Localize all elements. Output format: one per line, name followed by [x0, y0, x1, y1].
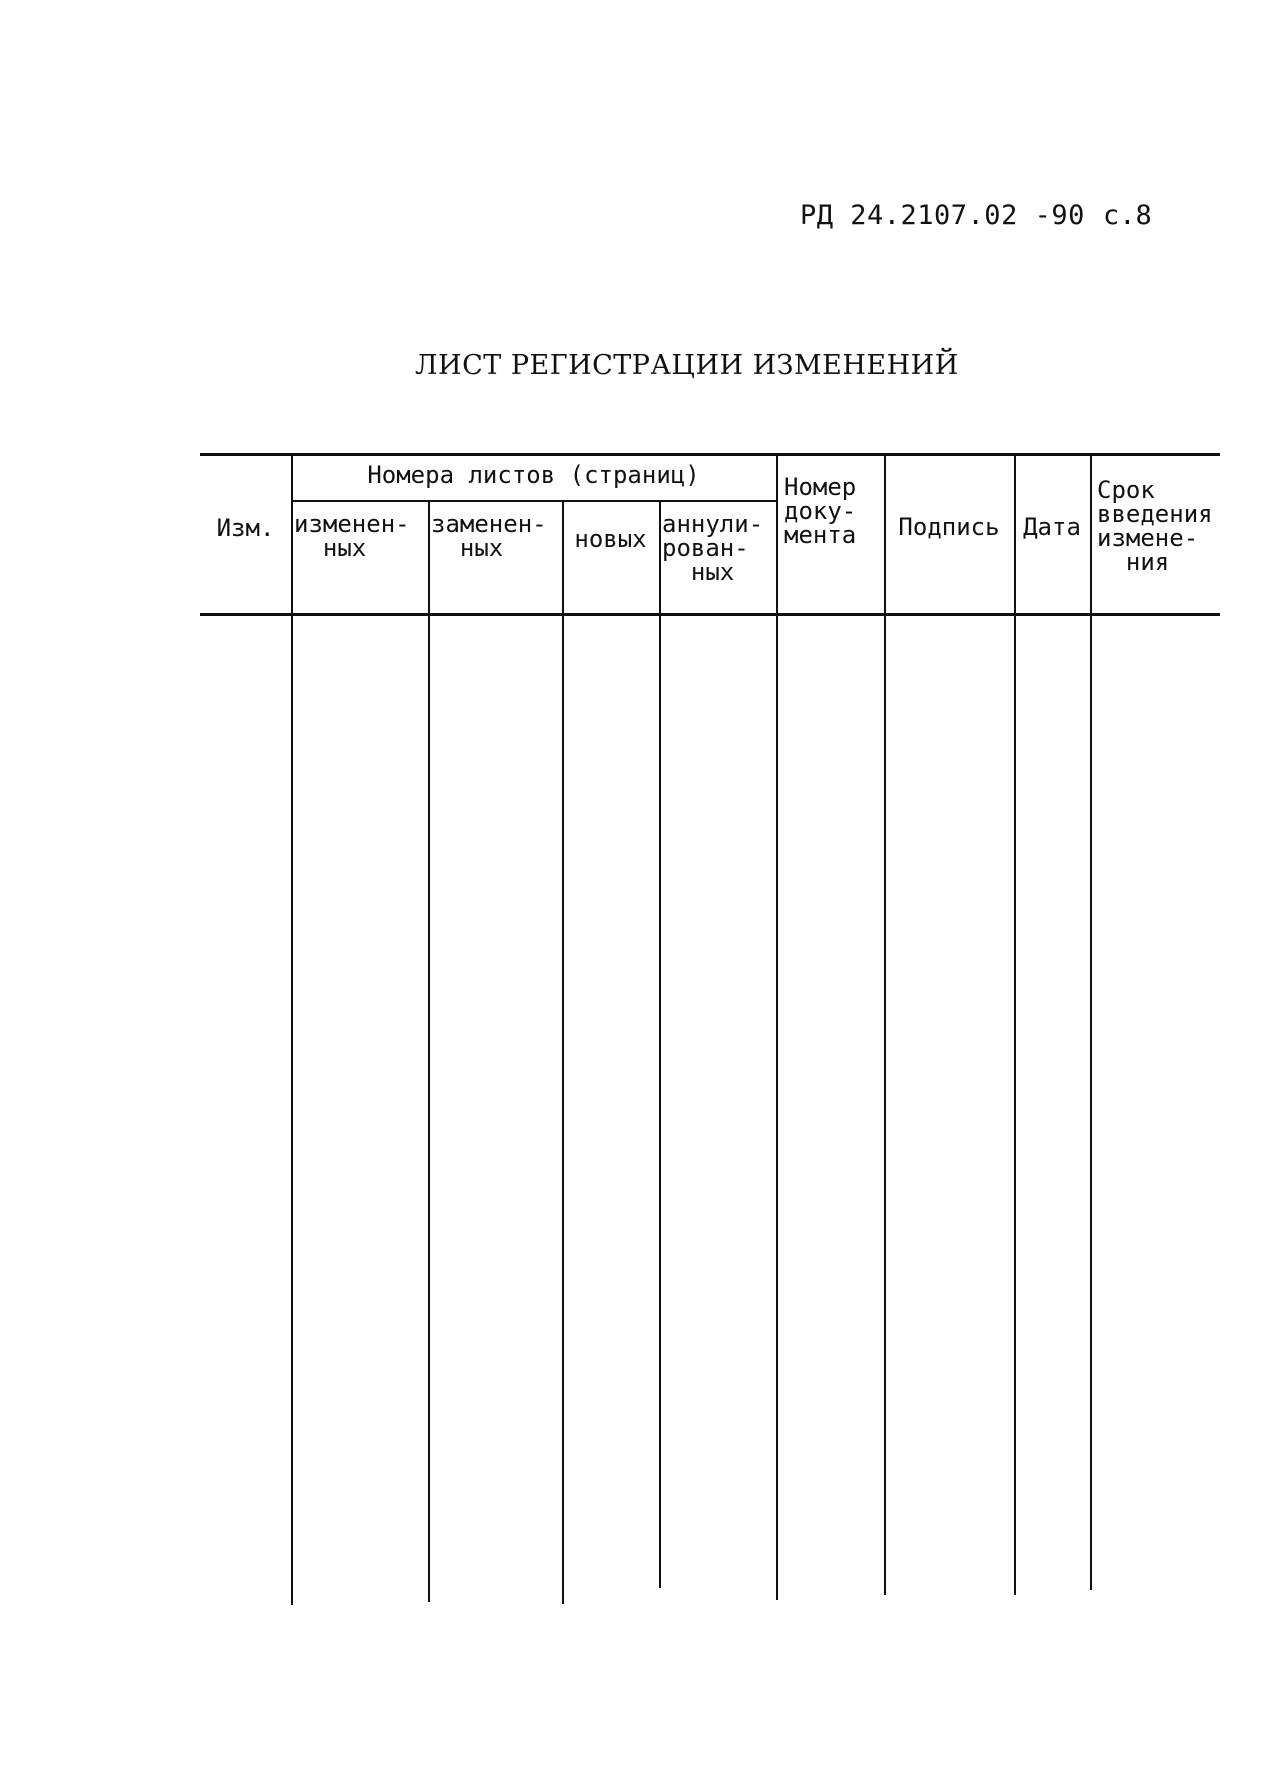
column-header-nomer-dokumenta: Номер доку- мента	[784, 473, 857, 549]
column-header-data: Дата	[1023, 513, 1081, 541]
table-top-border	[200, 453, 1220, 456]
column-header-srok: Срок введения измене- ния	[1097, 476, 1213, 576]
table-header-bottom-border	[200, 613, 1220, 616]
column-divider	[884, 455, 886, 1595]
column-divider	[1090, 455, 1092, 1590]
column-divider	[659, 502, 661, 1588]
group-header-divider	[291, 500, 776, 502]
sheet-title: ЛИСТ РЕГИСТРАЦИИ ИЗМЕНЕНИЙ	[415, 350, 959, 381]
column-header-izmenennykh: изменен- ных	[294, 510, 410, 562]
column-header-zamenennykh: заменен- ных	[431, 510, 547, 562]
page-number: с.8	[1103, 200, 1152, 231]
column-divider	[428, 502, 430, 1602]
group-header-sheet-numbers: Номера листов (страниц)	[367, 461, 700, 489]
column-divider	[1014, 455, 1016, 1595]
column-header-annulirovannykh: аннули- рован- ных	[662, 510, 764, 586]
column-divider	[776, 455, 778, 1600]
column-header-novykh: новых	[574, 525, 647, 553]
column-divider	[562, 502, 564, 1604]
column-header-podpis: Подпись	[898, 513, 1000, 541]
document-code: РД 24.2107.02 -90	[800, 200, 1085, 231]
column-divider	[291, 455, 293, 1605]
column-header-izm: Изм.	[216, 514, 275, 542]
